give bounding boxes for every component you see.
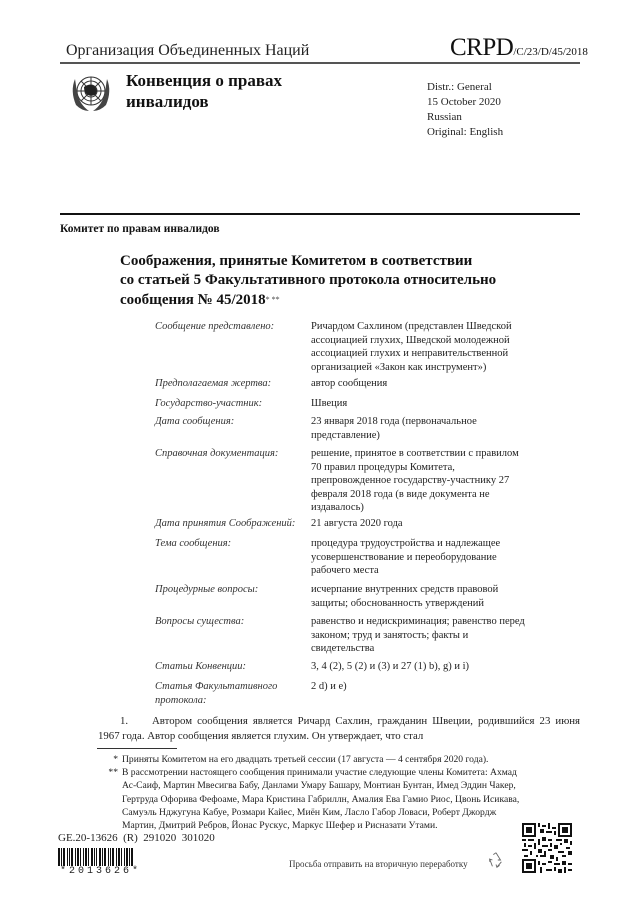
job-number: GE.20-13626 (R) 291020 301020 bbox=[58, 832, 215, 844]
convention-title-line1: Конвенция о правах bbox=[126, 71, 283, 90]
distribution: Distr.: General bbox=[427, 81, 492, 93]
meta-label: Тема сообщения: bbox=[155, 538, 232, 549]
meta-label: Справочная документация: bbox=[155, 448, 279, 459]
barcode-number: *2013626* bbox=[60, 866, 142, 877]
committee-name: Комитет по правам инвалидов bbox=[60, 223, 220, 235]
footnote-mark: * bbox=[113, 754, 118, 765]
meta-label: Дата сообщения: bbox=[155, 416, 235, 427]
organization-name: Организация Объединенных Наций bbox=[66, 42, 310, 59]
meta-value: Швеция bbox=[311, 398, 348, 409]
meta-value: исчерпание внутренних средств правовой защиты; обоснованность утверждений bbox=[311, 584, 499, 609]
meta-label: Дата принятия Соображений: bbox=[155, 518, 296, 529]
meta-value: решение, принятое в соответствии с правилом 70 правил процедуры Комитета, препровожденное государству-участнику 27 февраля 2018 года (в виде документа не издавалось) bbox=[311, 448, 519, 513]
document-symbol bbox=[450, 34, 588, 62]
title-footnote-marks: * ** bbox=[265, 295, 280, 304]
meta-label: Процедурные вопросы: bbox=[155, 584, 259, 595]
meta-value: Ричардом Сахлином (представлен Шведской ассоциацией глухих, Шведской молодежной ассоциацией глухих и неправительственной организацией «Закон как инструмент») bbox=[311, 321, 512, 373]
recycle-icon bbox=[487, 850, 505, 870]
symbol-suffix: /C/23/D/45/2018 bbox=[513, 46, 588, 58]
footnote-text: В рассмотрении настоящего сообщения принимали участие следующие члены Комитета: Ахмад Ас-Саиф, Мартин Мвесигва Бабу, Данлами Умару Башару, Монтиан Бунтан, Имед Эддин Чакер, Гертруда Офорива Фефоаме, Мара Кристина Габриллн, Амалия Ева Гамио Риос, Цвонь Исикава, Самуэль Нджугуна Кабуе, Розмари Кайес, Миён Ким, Ласло Габор Ловаси, Роберт Джордж Мартин, Дмитрий Ребров, Йонас Рускус, Маркус Шефер и Рисназати Утами. bbox=[122, 767, 520, 832]
paragraph-1 bbox=[98, 714, 580, 743]
original-language: Original: English bbox=[427, 126, 504, 138]
distribution-block bbox=[427, 80, 503, 140]
header-rule bbox=[60, 62, 580, 64]
paragraph-text: Автором сообщения является Ричард Сахлин, гражданин Швеции, родившийся 23 июня 1967 года. Автор сообщения является глухим. Он утверждает, что стал bbox=[98, 715, 580, 742]
footnote-rule bbox=[97, 748, 177, 749]
meta-label: Статья Факультативного протокола: bbox=[155, 681, 278, 706]
convention-title-line2: инвалидов bbox=[126, 92, 209, 111]
meta-label: Предполагаемая жертва: bbox=[155, 378, 272, 389]
footnote bbox=[104, 766, 524, 832]
un-emblem-icon bbox=[66, 67, 116, 117]
meta-value: равенство и недискриминация; равенство перед законом; труд и занятость; факты и свидетельства bbox=[311, 616, 525, 654]
meta-label: Государство-участник: bbox=[155, 398, 263, 409]
meta-value: 2 d) и e) bbox=[311, 681, 347, 692]
title-line2: со статьей 5 Факультативного протокола относительно bbox=[120, 272, 497, 288]
meta-value: 21 августа 2020 года bbox=[311, 518, 403, 529]
paragraph-number: 1. bbox=[120, 715, 129, 727]
issue-date: 15 October 2020 bbox=[427, 96, 501, 108]
footnotes bbox=[104, 753, 524, 832]
meta-value: автор сообщения bbox=[311, 378, 388, 389]
footnote bbox=[104, 753, 524, 766]
title-line3: сообщения № 45/2018 bbox=[120, 292, 266, 308]
symbol-main: CRPD bbox=[450, 34, 514, 61]
convention-title bbox=[126, 70, 282, 112]
document-title bbox=[120, 252, 540, 310]
qr-code-icon bbox=[522, 823, 572, 873]
recycle-notice: Просьба отправить на вторичную переработку bbox=[289, 859, 468, 869]
language: Russian bbox=[427, 111, 462, 123]
meta-value: 23 января 2018 года (первоначальное представление) bbox=[311, 416, 477, 441]
meta-label: Сообщение представлено: bbox=[155, 321, 275, 332]
barcode-icon bbox=[58, 848, 150, 866]
meta-value: 3, 4 (2), 5 (2) и (3) и 27 (1) b), g) и i) bbox=[311, 661, 469, 672]
meta-label: Статьи Конвенции: bbox=[155, 661, 247, 672]
title-line1: Соображения, принятые Комитетом в соответствии bbox=[120, 253, 473, 269]
footnote-text: Приняты Комитетом на его двадцать третьей сессии (17 августа — 4 сентября 2020 года). bbox=[122, 754, 489, 765]
footnote-mark: ** bbox=[108, 767, 118, 779]
meta-label: Вопросы существа: bbox=[155, 616, 245, 627]
section-rule bbox=[60, 213, 580, 215]
meta-value: процедура трудоустройства и надлежащее усовершенствование и переоборудование рабочего места bbox=[311, 538, 501, 576]
